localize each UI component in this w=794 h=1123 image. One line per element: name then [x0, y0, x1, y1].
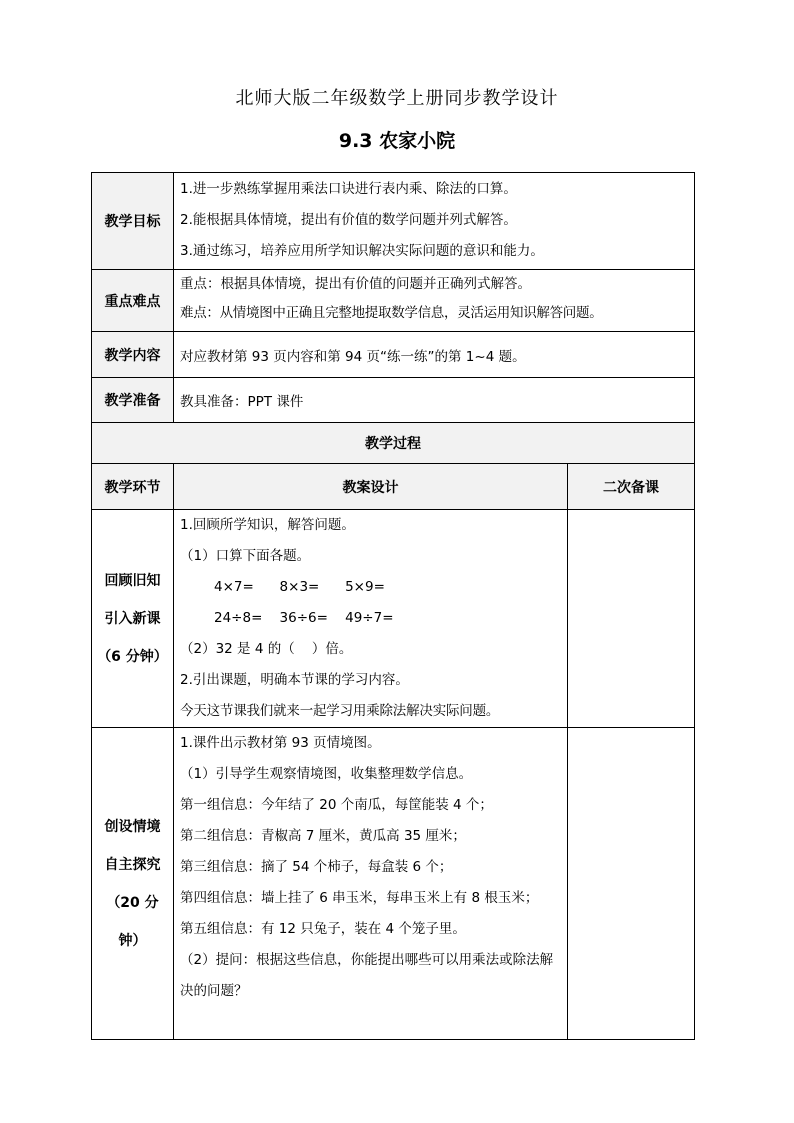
stage2-row [92, 728, 695, 1040]
stage1-line: 今天这节课我们就来一起学习用乘除法解决实际问题。 [180, 703, 500, 719]
process-header-row [92, 464, 695, 510]
goal-line: 3.通过练习，培养应用所学知识解决实际问题的意识和能力。 [180, 243, 544, 259]
prep-text [174, 378, 695, 423]
stage1-label [92, 510, 174, 728]
stage2-line: （2）提问：根据这些信息，你能提出哪些可以用乘法或除法解决的问题？ [180, 952, 554, 999]
goal-line: 1.进一步熟练掌握用乘法口诀进行表内乘、除法的口算。 [180, 181, 517, 197]
stage1-line: （1）口算下面各题。 [180, 548, 311, 564]
goals-label: 教学目标 [92, 173, 174, 270]
stage2-notes [568, 728, 695, 1040]
stage2-line: 第一组信息：今年结了 20 个南瓜，每筐能装 4 个； [180, 797, 493, 813]
stage2-design [174, 728, 568, 1040]
key-points-label: 重点难点 [92, 270, 174, 332]
stage1-label-line: 回顾旧知 [104, 572, 161, 589]
stage2-label [92, 728, 174, 1040]
goal-line: 2.能根据具体情境，提出有价值的数学问题并列式解答。 [180, 212, 517, 228]
stage2-line: 第四组信息：墙上挂了 6 串玉米，每串玉米上有 8 根玉米； [180, 890, 539, 906]
key-points-row [92, 270, 695, 332]
col-design-header: 教案设计 [174, 464, 568, 510]
key-points-content [174, 270, 695, 332]
stage2-label-line: 创设情境 [104, 818, 161, 835]
goals-content [174, 173, 695, 270]
stage1-line: 2.引出课题，明确本节课的学习内容。 [180, 672, 409, 688]
content-label: 教学内容 [92, 332, 174, 378]
stage1-notes [568, 510, 695, 728]
document-title: 北师大版二年级数学上册同步教学设计 [235, 88, 559, 109]
col-stage-header: 教学环节 [92, 464, 174, 510]
process-title-row [92, 423, 695, 464]
stage1-line: 1.回顾所学知识，解答问题。 [180, 517, 355, 533]
stage2-label-line: （20 分 [106, 894, 159, 911]
stage2-line: 第三组信息：摘了 54 个柿子，每盒装 6 个； [180, 859, 453, 875]
lesson-title: 9.3 农家小院 [338, 130, 456, 152]
stage1-row [92, 510, 695, 728]
stage1-design [174, 510, 568, 728]
stage2-line: 第二组信息：青椒高 7 厘米，黄瓜高 35 厘米； [180, 828, 466, 844]
key-point-line: 重点：根据具体情境，提出有价值的问题并正确列式解答。 [180, 276, 531, 292]
prep-label: 教学准备 [92, 378, 174, 423]
stage2-label-line: 自主探究 [104, 856, 161, 873]
stage1-label-line: （6 分钟） [97, 648, 168, 665]
process-title: 教学过程 [92, 423, 695, 464]
prep-row [92, 378, 695, 423]
lesson-plan-table [91, 172, 695, 1040]
stage2-label-line: 钟） [118, 932, 147, 949]
stage1-calc-line: 24÷8= 36÷6= 49÷7= [214, 610, 394, 626]
stage2-line: 第五组信息：有 12 只兔子，装在 4 个笼子里。 [180, 921, 466, 937]
prep-text-value: 教具准备：PPT 课件 [180, 394, 304, 410]
content-text [174, 332, 695, 378]
col-notes-header: 二次备课 [568, 464, 695, 510]
stage2-line: （1）引导学生观察情境图，收集整理数学信息。 [180, 766, 473, 782]
stage1-label-line: 引入新课 [104, 610, 161, 627]
stage1-line: （2）32 是 4 的（ ）倍。 [180, 641, 353, 657]
content-text-value: 对应教材第 93 页内容和第 94 页“练一练”的第 1~4 题。 [180, 348, 526, 365]
difficulty-line: 难点：从情境图中正确且完整地提取数学信息，灵活运用知识解答问题。 [180, 305, 603, 321]
content-row [92, 332, 695, 378]
stage2-line: 1.课件出示教材第 93 页情境图。 [180, 735, 381, 751]
goals-row [92, 173, 695, 270]
stage1-calc-line: 4×7= 8×3= 5×9= [214, 579, 385, 595]
